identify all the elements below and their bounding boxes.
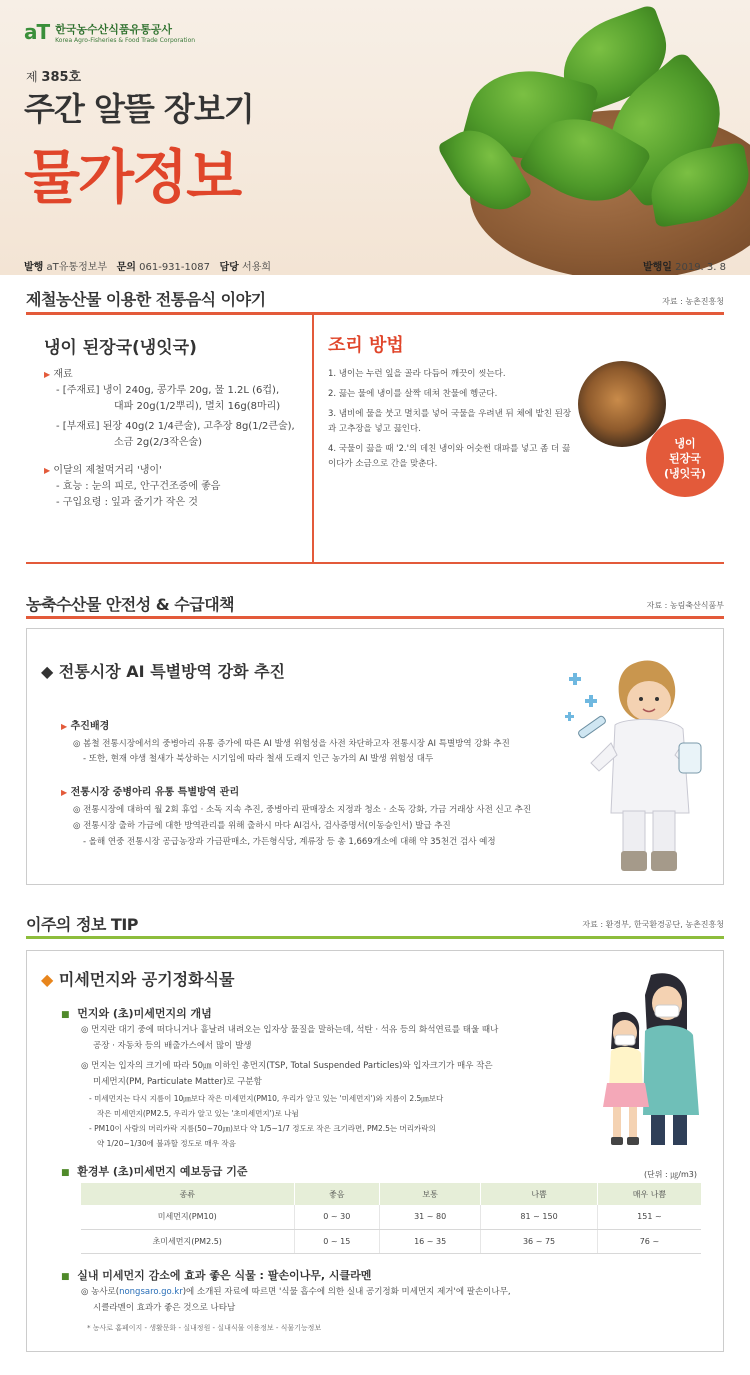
section3-rule xyxy=(26,936,724,939)
unit-label: (단위 : ㎍/m3) xyxy=(643,1170,697,1179)
paragraph: ◎ 먼지란 대기 중에 떠다니거나 흩날려 내려오는 입자상 물질을 말하는데, 석탄 · 석유 등의 화석연료를 태울 때나 xyxy=(81,1025,499,1035)
table-row: 초미세먼지(PM2.5) 0 ~ 15 16 ~ 35 36 ~ 75 76 ~ xyxy=(81,1229,701,1253)
footnote: * 농사로 홈페이지 - 생활문화 - 실내정원 - 실내식물 이용정보 - 식물기능정보 xyxy=(87,1324,322,1332)
title-line2: 물가정보 xyxy=(24,143,241,211)
table-header: 종류 xyxy=(81,1183,294,1205)
section2-source: 자료 : 농림축산식품부 xyxy=(646,601,724,610)
masked-family-illustration xyxy=(573,965,713,1155)
divider xyxy=(312,315,314,562)
tip-heading: ◆ 미세먼지와 공기정화식물 xyxy=(41,970,235,989)
ingredients: ▶ 재료 - [주재료] 냉이 240g, 콩가루 20g, 물 1.2L (6컵), 대파 20g(1/2뿌리), 멸치 16g(8마리) - [부재료] 된장 40g(2 1/4큰술), 고추장 8g(1/2큰술), 소금 2g(2/3작은술) ▶ 이달의 제철먹거리 '냉이' - 효능 : 눈의 피로, 안구건조증에 좋음 - 구입요령 : 잎과 줄기가 작은 것 xyxy=(44,369,295,508)
sub-heading: ■ 먼지와 (초)미세먼지의 개념 xyxy=(61,1007,212,1020)
dish-badge: 냉이 된장국 (냉잇국) xyxy=(646,419,724,497)
table-header: 매우 나쁨 xyxy=(597,1183,701,1205)
section3-source: 자료 : 환경부, 한국환경공단, 농촌진흥청 xyxy=(582,920,724,929)
step: 3. 냄비에 물을 붓고 멸치를 넣어 국물을 우려낸 뒤 체에 밭친 된장과 고추장을 넣고 끓인다. xyxy=(328,409,572,434)
paragraph: ◎ 전통시장에 대하여 월 2회 휴업 · 소독 지속 추진, 중병아리 판매장소 지정과 청소 · 소독 강화, 가금 거래상 사전 신고 추진 xyxy=(73,805,532,815)
paragraph: ◎ 전통시장 출하 가금에 대한 방역관리를 위해 출하시 마다 AI검사, 검사증명서(이동승인서) 발급 추진 xyxy=(73,821,451,831)
step: 4. 국물이 끓을 때 '2.'의 데친 냉이와 어슷썬 대파를 넣고 좀 더 끓이다가 소금으로 간을 맞춘다. xyxy=(328,444,571,469)
logo-korean: 한국농수산식품유통공사 xyxy=(55,22,173,36)
paragraph: - PM10이 사람의 머리카락 지름(50~70㎛)보다 약 1/5~1/7 정도로 작은 크기라면, PM2.5는 머리카락의 xyxy=(89,1124,436,1133)
section2-title: 농축수산물 안전성 & 수급대책 xyxy=(26,595,235,614)
protective-suit-child-illustration xyxy=(555,643,715,879)
publish-date: 발행일 2019. 3. 8 xyxy=(642,262,726,273)
sub-heading: ▶ 추진배경 xyxy=(61,721,110,732)
step: 1. 냉이는 누런 잎을 골라 다듬어 깨끗이 씻는다. xyxy=(328,369,506,379)
table-header: 좋음 xyxy=(294,1183,380,1205)
sub-heading: ■ 환경부 (초)미세먼지 예보등급 기준 xyxy=(61,1165,248,1178)
paragraph: - 올해 연중 전통시장 공급농장과 가금판매소, 가든형식당, 계류장 등 총 1,669개소에 대해 약 35천건 검사 예정 xyxy=(83,837,496,847)
section3-title: 이주의 정보 TIP xyxy=(26,915,139,934)
section1-title: 제철농산물 이용한 전통음식 이야기 xyxy=(26,290,266,309)
logo-mark: aT xyxy=(24,20,50,44)
logo xyxy=(24,20,195,44)
paragraph: 시클라멘이 효과가 좋은 것으로 나타남 xyxy=(93,1303,236,1313)
paragraph: 공장 · 자동차 등의 배출가스에서 많이 발생 xyxy=(93,1041,252,1051)
safety-heading: ◆ 전통시장 AI 특별방역 강화 추진 xyxy=(41,662,285,681)
paragraph: ◎ 농사로(nongsaro.go.kr)에 소개된 자료에 따르면 '식물 흡수에 의한 실내 공기정화 미세먼지 제거'에 팔손이나무, xyxy=(81,1287,511,1297)
recipe-box xyxy=(26,315,724,564)
dish-title: 냉이 된장국(냉잇국) xyxy=(44,338,197,358)
paragraph: ◎ 봄철 전통시장에서의 중병아리 유통 증가에 따른 AI 발생 위험성을 사전 차단하고자 전통시장 AI 특별방역 강화 추진 xyxy=(73,739,510,749)
sub-heading: ▶ 전통시장 중병아리 유통 특별방역 관리 xyxy=(61,787,240,798)
cook-steps xyxy=(328,367,578,477)
paragraph: 미세먼지(PM, Particulate Matter)로 구분함 xyxy=(93,1077,262,1087)
paragraph: ◎ 먼지는 입자의 크기에 따라 50㎛ 이하인 총먼지(TSP, Total Suspended Particles)와 입자크기가 매우 작은 xyxy=(81,1061,493,1071)
section2-rule xyxy=(26,616,724,619)
logo-english: Korea Agro-Fisheries & Food Trade Corporation xyxy=(55,36,196,44)
table-header: 보통 xyxy=(380,1183,481,1205)
tip-box xyxy=(26,950,724,1352)
paragraph: - 미세먼지는 다시 지름이 10㎛보다 작은 미세먼지(PM10, 우리가 알고 있는 '미세먼지')와 지름이 2.5㎛보다 xyxy=(89,1094,444,1103)
section1-source: 자료 : 농촌진흥청 xyxy=(662,297,724,306)
table-row: 미세먼지(PM10) 0 ~ 30 31 ~ 80 81 ~ 150 151 ~ xyxy=(81,1205,701,1229)
sub-heading: ■ 실내 미세먼지 감소에 효과 좋은 식물 : 팔손이나무, 시클라멘 xyxy=(61,1269,372,1282)
paragraph: 약 1/20~1/30에 불과할 정도로 매우 작음 xyxy=(97,1139,236,1148)
publisher-info: 발행 aT유통정보부 문의 061-931-1087 담당 서용희 xyxy=(24,262,272,273)
nongsaro-link[interactable]: nongsaro.go.kr xyxy=(119,1287,183,1297)
table-header: 나쁨 xyxy=(481,1183,598,1205)
header-banner xyxy=(0,0,750,275)
title-line1: 주간 알뜰 장보기 xyxy=(24,90,254,128)
pm-grade-table xyxy=(81,1183,701,1254)
paragraph: 작은 미세먼지(PM2.5, 우리가 알고 있는 '초미세먼지')로 나뉨 xyxy=(97,1109,299,1118)
safety-box xyxy=(26,628,724,885)
step: 2. 끓는 물에 냉이를 살짝 데쳐 찬물에 헹군다. xyxy=(328,389,498,399)
issue-number: 제 385호 xyxy=(26,70,82,85)
cook-title: 조리 방법 xyxy=(328,335,404,356)
paragraph: - 또한, 현재 야생 철새가 북상하는 시기임에 따라 철새 도래지 인근 농가의 AI 발생 위험성 대두 xyxy=(83,754,434,764)
